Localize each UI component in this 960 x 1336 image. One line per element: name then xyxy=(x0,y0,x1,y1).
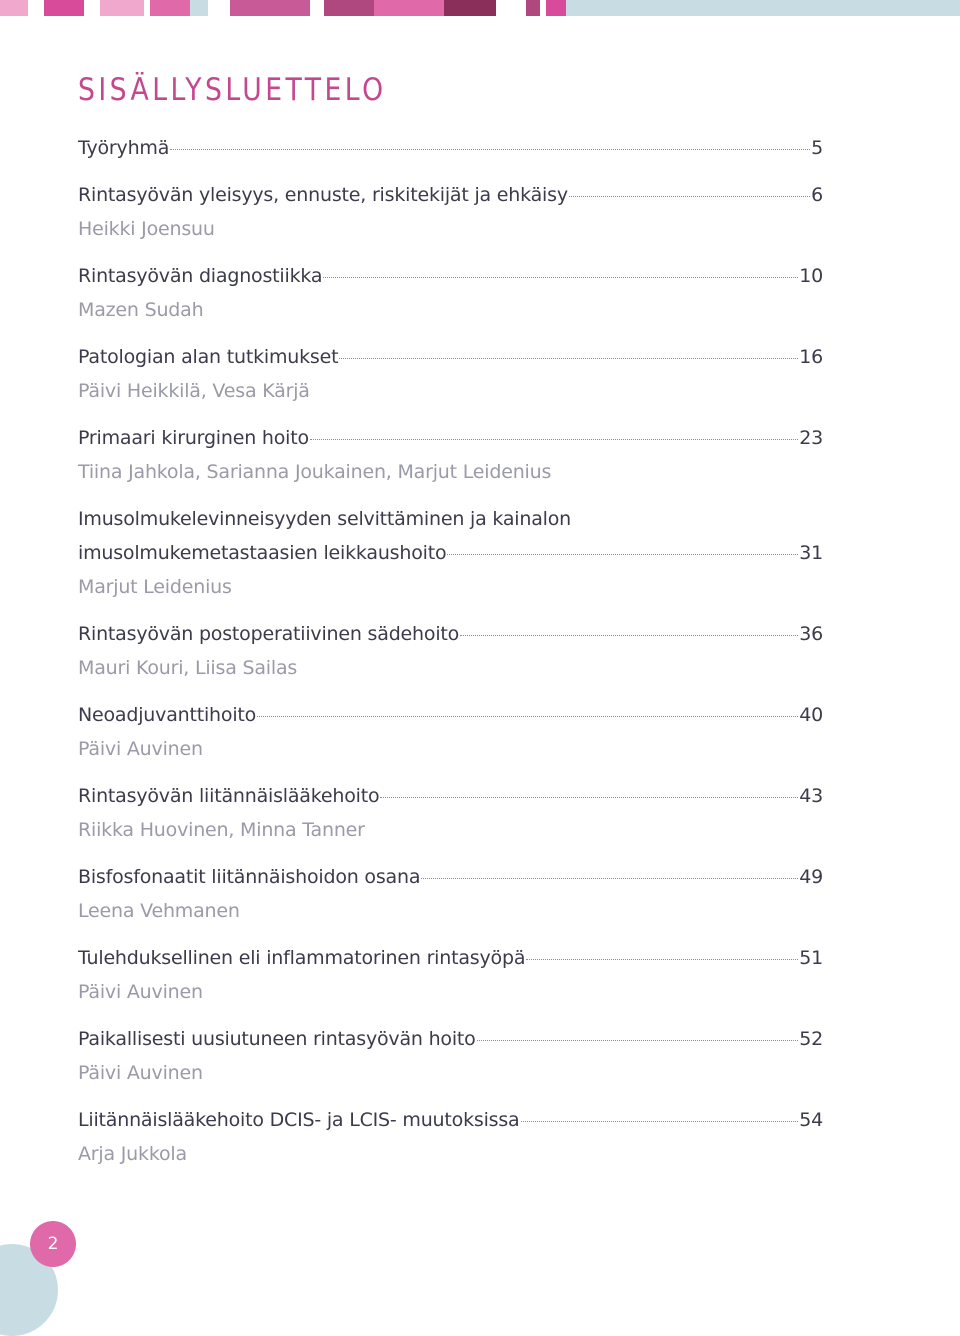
toc-entry-page: 51 xyxy=(799,947,823,969)
toc-entry-page: 43 xyxy=(799,785,823,807)
dot-leader xyxy=(257,716,798,717)
toc-entry-authors: Tiina Jahkola, Sarianna Joukainen, Marjut Leidenius xyxy=(78,461,552,483)
dot-leader xyxy=(569,196,810,197)
toc-entry-page: 40 xyxy=(799,704,823,726)
dot-leader xyxy=(521,1121,799,1122)
toc-entry-page: 49 xyxy=(799,866,823,888)
toc-entry xyxy=(78,502,823,604)
toc-entry xyxy=(78,1022,823,1090)
toc-entry xyxy=(78,698,823,766)
toc-entry-title: Rintasyövän postoperatiivinen sädehoito xyxy=(78,623,460,645)
toc-entry-authors: Päivi Auvinen xyxy=(78,981,203,1003)
toc-entry-page: 5 xyxy=(811,137,823,159)
decorative-color-bar xyxy=(0,0,960,16)
toc-entry-title: Primaari kirurginen hoito xyxy=(78,427,309,449)
toc-entry-authors: Mauri Kouri, Liisa Sailas xyxy=(78,657,298,679)
toc-entry xyxy=(78,259,823,327)
dot-leader xyxy=(310,439,798,440)
dot-leader xyxy=(170,149,810,150)
toc-entry-title: Rintasyövän liitännäislääkehoito xyxy=(78,785,380,807)
dot-leader xyxy=(526,959,798,960)
toc-entry-title: Liitännäislääkehoito DCIS- ja LCIS- muutoksissa xyxy=(78,1109,520,1131)
dot-leader xyxy=(339,358,798,359)
toc-entry-title: Patologian alan tutkimukset xyxy=(78,346,339,368)
toc-entry xyxy=(78,421,823,489)
toc-entry-authors: Leena Vehmanen xyxy=(78,900,240,922)
toc-entry-authors: Mazen Sudah xyxy=(78,299,204,321)
toc-entry-authors: Riikka Huovinen, Minna Tanner xyxy=(78,819,365,841)
toc-entry-page: 54 xyxy=(799,1109,823,1131)
toc-entry-title-line1: Imusolmukelevinneisyyden selvittäminen ja kainalon xyxy=(78,508,571,530)
toc-entry-page: 23 xyxy=(799,427,823,449)
toc-entry-authors: Päivi Auvinen xyxy=(78,1062,203,1084)
toc-entry xyxy=(78,779,823,847)
dot-leader xyxy=(421,878,798,879)
toc-entry-authors: Päivi Auvinen xyxy=(78,738,203,760)
toc-entry-title: Bisfosfonaatit liitännäishoidon osana xyxy=(78,866,421,888)
toc-entry-page: 6 xyxy=(811,184,823,206)
dot-leader xyxy=(477,1040,799,1041)
toc-entry-title: Rintasyövän yleisyys, ennuste, riskitekijät ja ehkäisy xyxy=(78,184,568,206)
toc-entry xyxy=(78,131,823,165)
table-of-contents xyxy=(78,131,823,1184)
toc-entry-page: 52 xyxy=(799,1028,823,1050)
toc-entry-authors: Heikki Joensuu xyxy=(78,218,215,240)
toc-entry xyxy=(78,1103,823,1171)
dot-leader xyxy=(447,554,798,555)
dot-leader xyxy=(380,797,798,798)
toc-entry-title: Neoadjuvanttihoito xyxy=(78,704,257,726)
toc-entry-page: 36 xyxy=(799,623,823,645)
dot-leader xyxy=(460,635,798,636)
toc-entry-page: 16 xyxy=(799,346,823,368)
toc-entry-authors: Marjut Leidenius xyxy=(78,576,232,598)
toc-entry xyxy=(78,941,823,1009)
toc-entry xyxy=(78,860,823,928)
toc-entry xyxy=(78,617,823,685)
toc-entry-page: 31 xyxy=(799,542,823,564)
toc-entry xyxy=(78,340,823,408)
page-number-badge: 2 xyxy=(30,1221,76,1267)
toc-entry-page: 10 xyxy=(799,265,823,287)
toc-entry-title: imusolmukemetastaasien leikkaushoito xyxy=(78,542,447,564)
toc-entry-authors: Päivi Heikkilä, Vesa Kärjä xyxy=(78,380,310,402)
toc-entry-authors: Arja Jukkola xyxy=(78,1143,187,1165)
dot-leader xyxy=(323,277,798,278)
toc-entry xyxy=(78,178,823,246)
toc-entry-title: Paikallisesti uusiutuneen rintasyövän hoito xyxy=(78,1028,476,1050)
toc-entry-title: Tulehduksellinen eli inflammatorinen rintasyöpä xyxy=(78,947,526,969)
toc-entry-title: Rintasyövän diagnostiikka xyxy=(78,265,323,287)
page-title: SISÄLLYSLUETTELO xyxy=(78,72,387,108)
toc-entry-title: Työryhmä xyxy=(78,137,170,159)
